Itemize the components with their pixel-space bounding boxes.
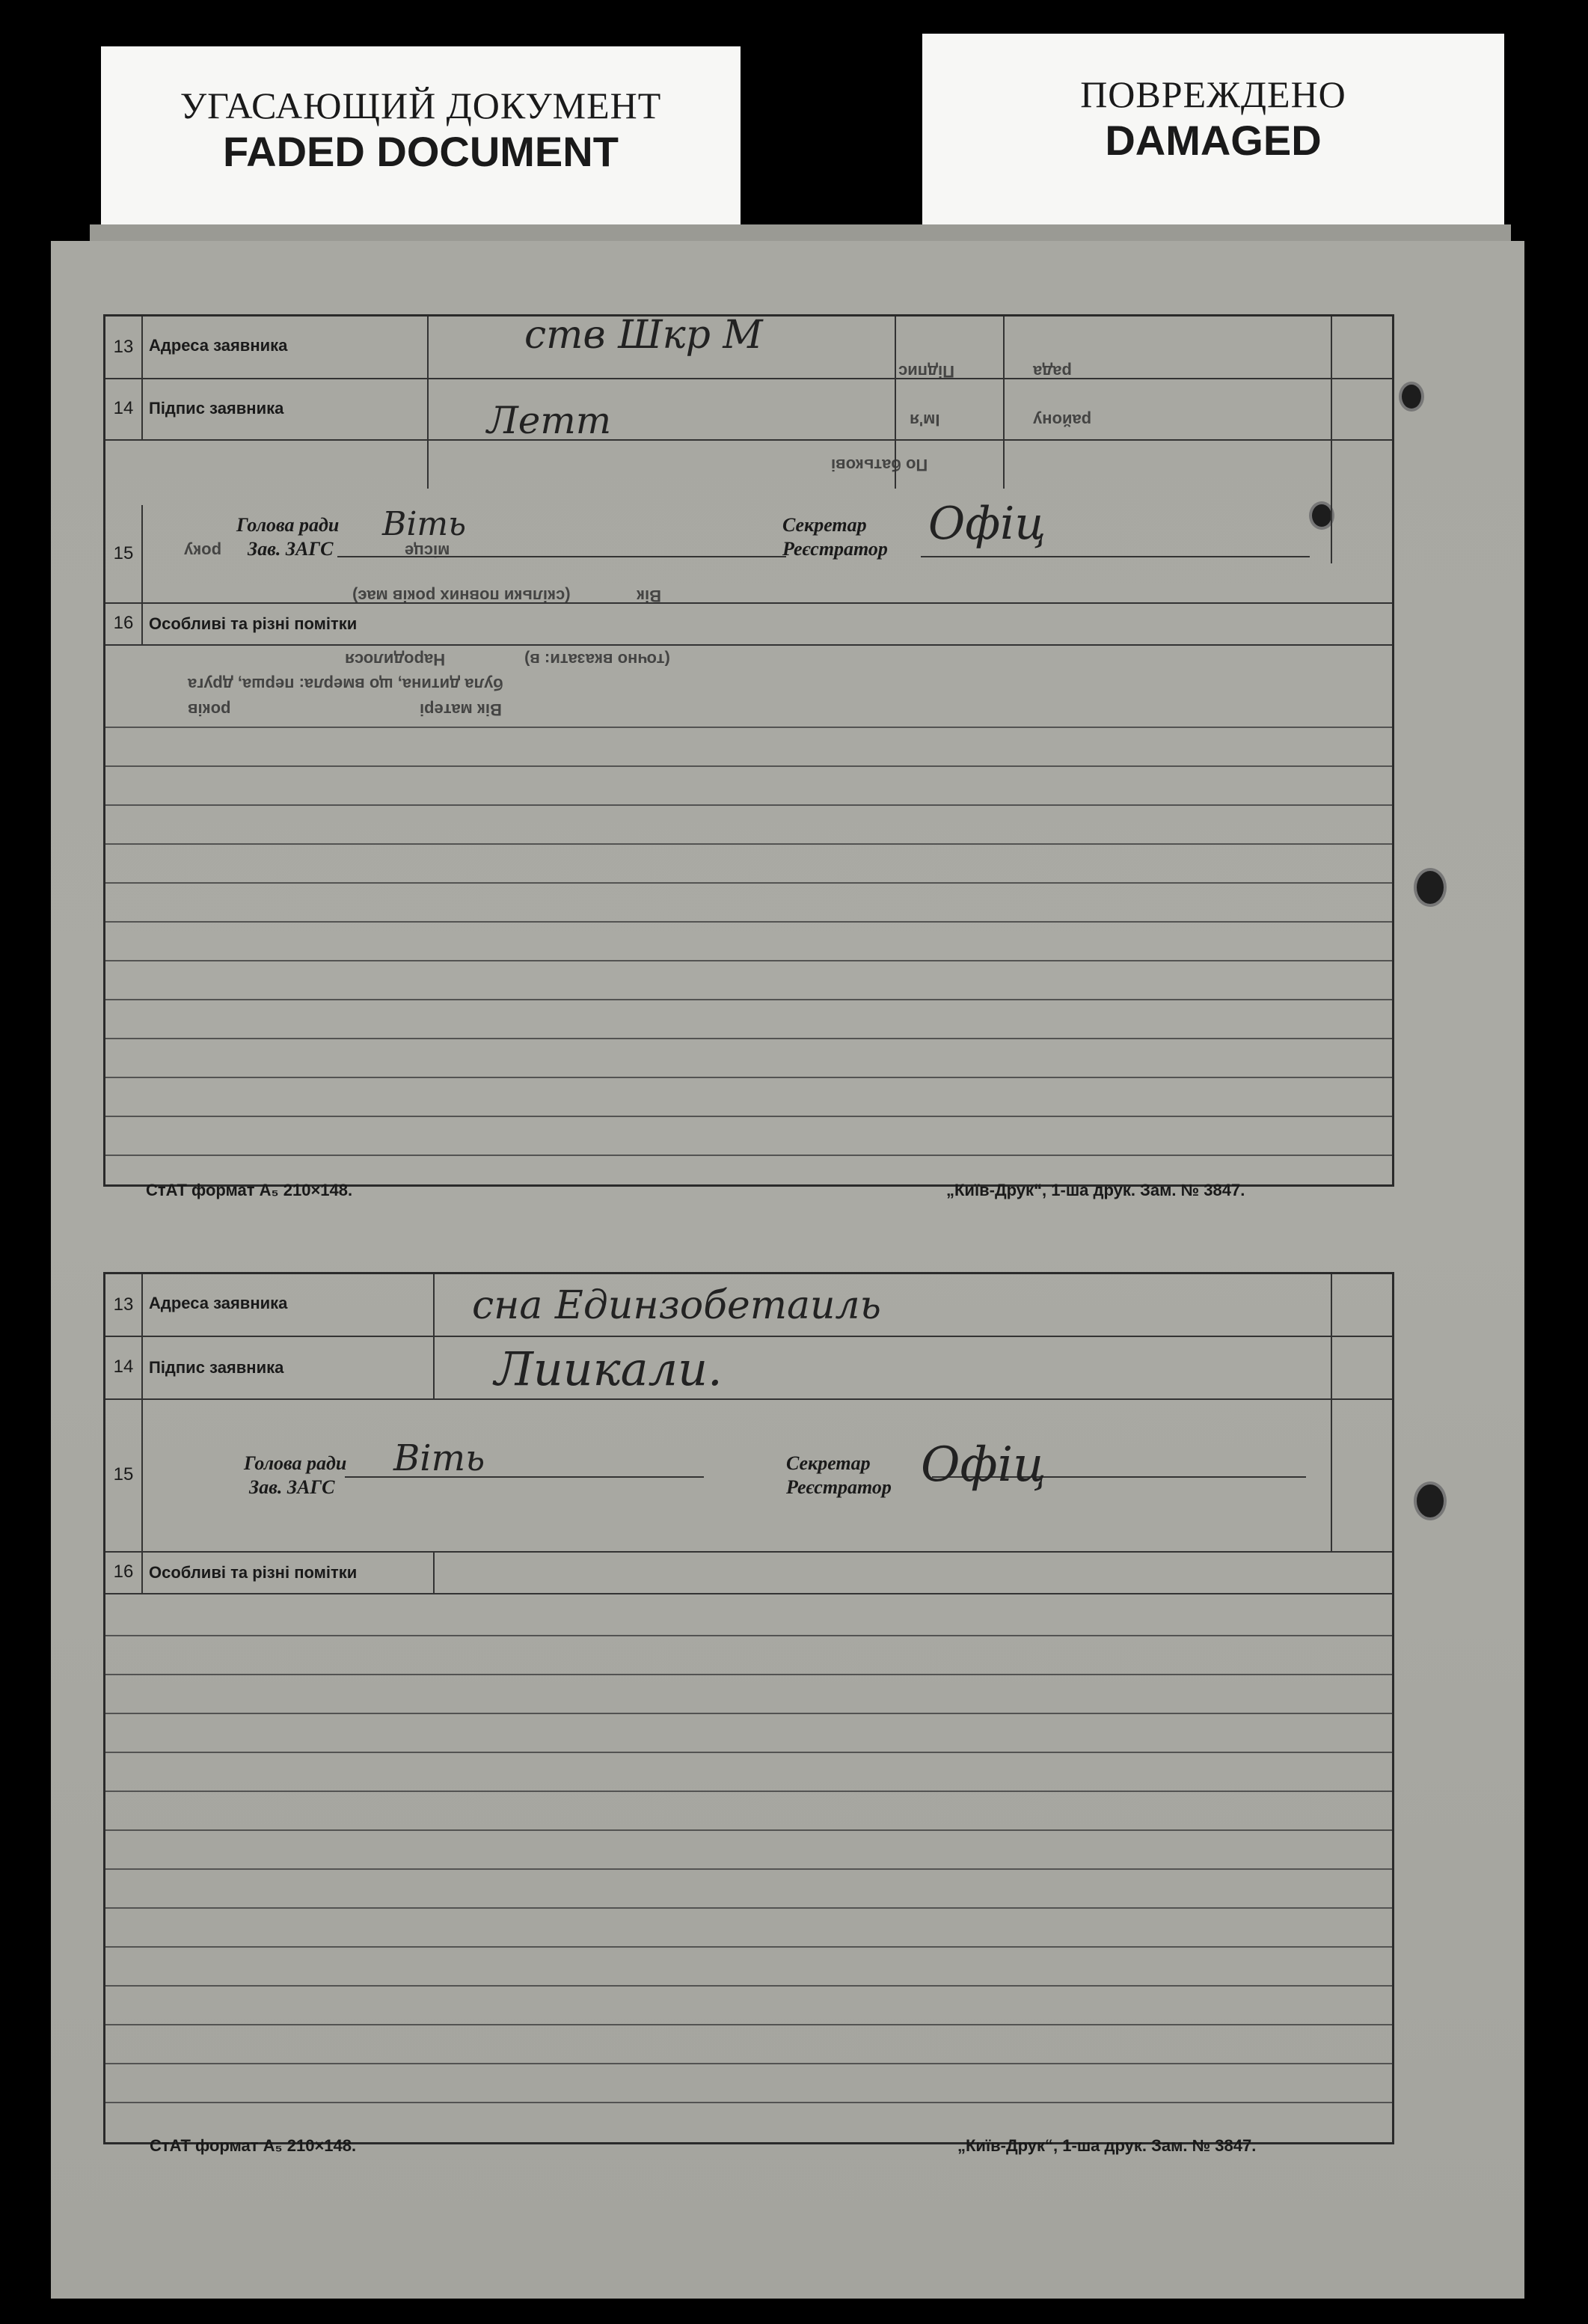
reversed-text: (скільки повних років має) — [352, 587, 571, 605]
ruled-line — [105, 1038, 1392, 1039]
handwritten-head-signature: Віть — [393, 1437, 485, 1479]
row-number: 15 — [105, 1398, 143, 1551]
head-label: Голова ради — [236, 514, 340, 536]
row-label: Адреса заявника — [149, 1294, 288, 1312]
damage-spot — [1399, 382, 1424, 412]
row-label: Підпис заявника — [149, 1358, 284, 1377]
reversed-text: рада — [1033, 362, 1072, 381]
secretary-label: Секретар — [786, 1452, 871, 1474]
reversed-text: Підпис — [898, 362, 954, 381]
punch-hole — [1414, 868, 1447, 907]
ruled-line — [105, 1985, 1392, 1987]
damaged-label — [922, 34, 1504, 247]
row-number: 15 — [105, 505, 143, 602]
ruled-line — [105, 960, 1392, 961]
footer-format: СтАТ формат А₅ 210×148. — [150, 2136, 357, 2155]
ruled-line — [105, 1635, 1392, 1636]
ruled-line — [105, 882, 1392, 884]
row-number: 14 — [105, 1336, 143, 1398]
row-16 — [105, 1551, 1392, 1594]
ruled-line — [105, 765, 1392, 767]
reversed-text: років — [188, 700, 231, 719]
ruled-line — [105, 2024, 1392, 2025]
damaged-label-ru: ПОВРЕЖДЕНО — [1080, 73, 1346, 115]
row-label: Підпис заявника — [149, 399, 284, 418]
zags-label: Зав. ЗАГС — [249, 1476, 335, 1498]
row-number: 13 — [105, 317, 143, 378]
handwritten-applicant-signature: Летт — [487, 399, 612, 442]
faded-label-en: FADED DOCUMENT — [223, 128, 619, 175]
reversed-text: була дитина, що вмерла: перша, друга — [188, 675, 503, 694]
reversed-text: По батькові — [831, 456, 928, 474]
reversed-text: району — [1033, 411, 1092, 429]
ruled-line — [105, 843, 1392, 845]
footer-printer: „Київ-Друк“, 1-ша друк. Зам. № 3847. — [957, 2136, 1257, 2155]
divider — [1003, 317, 1005, 489]
ruled-line — [105, 1868, 1392, 1870]
row-label: Особливі та різні помітки — [149, 614, 358, 633]
row-label: Особливі та різні помітки — [149, 1563, 358, 1582]
ruled-line — [105, 804, 1392, 806]
handwritten-registrar-signature: Офіц — [921, 1437, 1046, 1493]
row-number: 13 — [105, 1274, 143, 1336]
handwritten-address: сна Единзобетаиль — [472, 1283, 881, 1328]
faded-document-label — [101, 46, 741, 245]
ruled-line — [105, 1155, 1392, 1156]
row-number: 16 — [105, 602, 143, 644]
handwritten-address: ств Шкр М — [524, 313, 763, 358]
row-14 — [105, 1336, 1392, 1400]
footer-printer: „Київ-Друк“, 1-ша друк. Зам. № 3847. — [946, 1181, 1245, 1199]
row-14 — [105, 378, 1392, 441]
handwritten-applicant-signature: Лиикали. — [494, 1342, 723, 1396]
ruled-line — [105, 921, 1392, 923]
head-label: Голова ради — [244, 1452, 347, 1474]
ruled-line — [105, 1907, 1392, 1909]
zags-label: Зав. ЗАГС — [248, 538, 334, 560]
ruled-line — [105, 1752, 1392, 1753]
handwritten-head-signature: Віть — [382, 505, 467, 543]
row-15 — [105, 498, 1392, 605]
ruled-line — [105, 1077, 1392, 1078]
ruled-line — [105, 1791, 1392, 1792]
reversed-text: Ім'я — [910, 411, 940, 429]
reversed-text: Народилося — [345, 650, 446, 669]
ruled-line — [105, 1116, 1392, 1117]
punch-hole — [1414, 1481, 1447, 1520]
reversed-text: Вік матері — [420, 700, 502, 719]
ruled-line — [105, 1713, 1392, 1714]
row-label: Адреса заявника — [149, 336, 288, 355]
divider — [433, 1274, 435, 1398]
ruled-line — [105, 727, 1392, 728]
reversed-text: місце — [405, 542, 450, 560]
ruled-line — [105, 999, 1392, 1000]
ruled-line — [105, 2102, 1392, 2103]
record-form-bottom — [103, 1272, 1394, 2144]
footer-format: СтАТ формат А₅ 210×148. — [146, 1181, 353, 1199]
reversed-text: року — [184, 542, 222, 560]
faded-label-ru: УГАСАЮЩИЙ ДОКУМЕНТ — [180, 85, 662, 126]
registrar-label: Реєстратор — [786, 1476, 892, 1498]
ruled-line — [105, 1674, 1392, 1675]
secretary-label: Секретар — [782, 514, 867, 536]
row-number: 16 — [105, 1551, 143, 1593]
divider — [427, 317, 429, 489]
ruled-line — [105, 1829, 1392, 1831]
divider — [433, 1551, 435, 1593]
signature-line — [921, 556, 1310, 557]
reversed-text: Вік — [637, 587, 662, 605]
reversed-text: (точно вказати: в) — [524, 650, 670, 669]
ruled-line — [105, 1946, 1392, 1948]
handwritten-registrar-signature: Офіц — [928, 498, 1046, 550]
record-form-top — [103, 314, 1394, 1187]
ruled-line — [105, 2063, 1392, 2064]
registrar-label: Реєстратор — [782, 538, 888, 560]
row-number: 14 — [105, 378, 143, 439]
row-16 — [105, 602, 1392, 646]
damaged-label-en: DAMAGED — [1105, 117, 1322, 164]
row-15 — [105, 1398, 1392, 1553]
